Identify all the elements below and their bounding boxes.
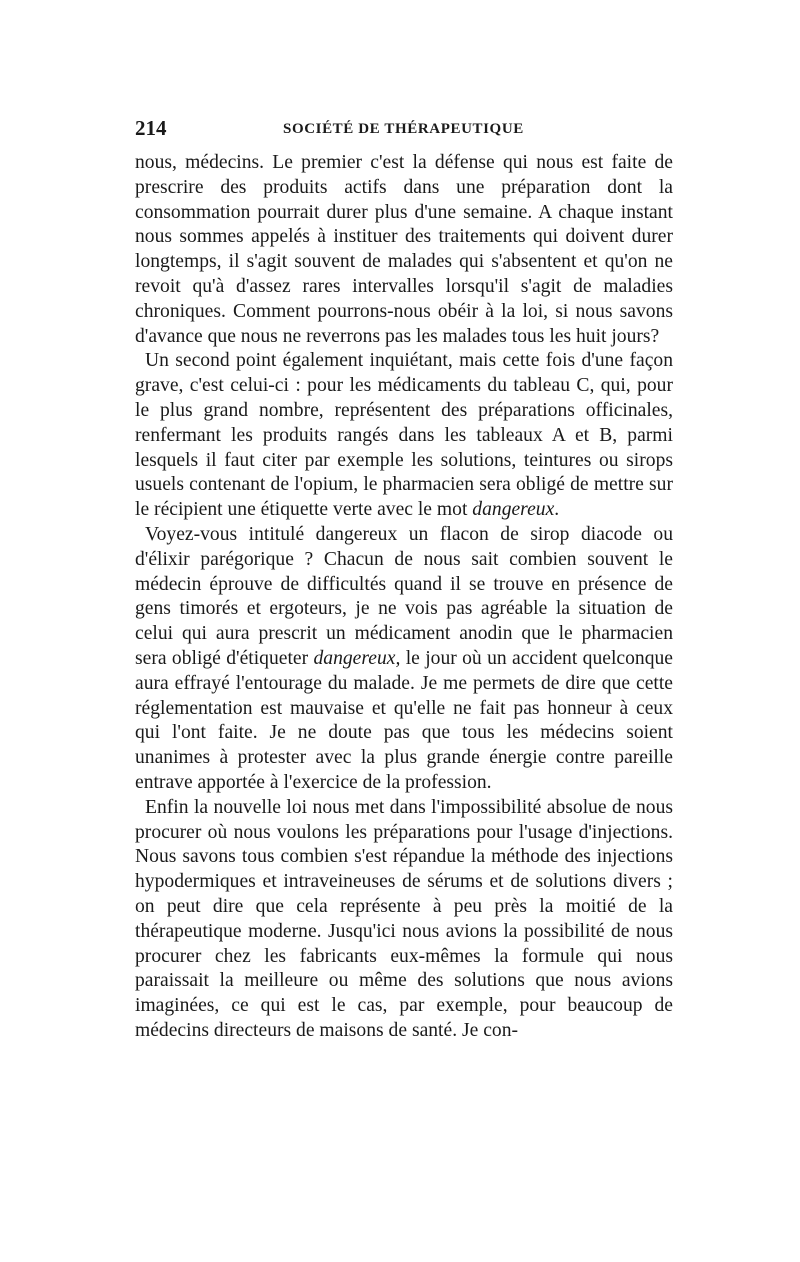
paragraph-3-emphasis: dangereux, [313,647,401,669]
paragraph-2-emphasis: dangereux [472,499,555,521]
page-header [135,115,673,141]
paragraph-2-text: Un second point également inquiétant, mais cette fois d'une façon grave, c'est celui-ci : pour les médicaments du tableau C, qui, pour le plus grand nombre, représentent des préparations officinales, renfermant les produits rangés dans les tableaux A et B, parmi lesquels il faut citer par exemple les solutions, teintures ou sirops usuels contenant de l'opium, le pharmacien sera obligé de mettre sur le récipient une étiquette verte avec le mot [135,350,673,521]
paragraph-3-text: Voyez-vous intitulé dangereux un flacon de sirop diacode ou d'élixir parégorique ? Chacun de nous sait combien souvent le médecin éprouve de difficultés quand il se trouve en présence de gens timorés et ergoteurs, je ne vois pas agréable la situation de celui qui aura prescrit un médicament anodin que le pharmacien sera obligé d'étiqueter [135,523,673,669]
paragraph-2 [135,349,673,523]
paragraph-2-text-end: . [554,499,560,521]
running-head: SOCIÉTÉ DE THÉRAPEUTIQUE [283,121,524,137]
paragraph-4: Enfin la nouvelle loi nous met dans l'impossibilité absolue de nous procurer où nous voulons les préparations pour l'usage d'injections. Nous savons tous combien s'est répandue la méthode des injections hypodermiques et intraveineuses de sérums et de solutions divers ; on peut dire que cela représente à peu près la moitié de la thérapeutique moderne. Jusqu'ici nous avions la possibilité de nous procurer chez les fabricants eux-mêmes la formule qui nous paraissait la meilleure ou même des solutions que nous avions imaginées, ce qui est le cas, par exemple, pour beaucoup de médecins directeurs de maisons de santé. Je con- [135,796,673,1041]
paragraph-3-text-end: le jour où un accident quelconque aura effrayé l'entourage du malade. Je me permets de dire que cette réglementation est mauvaise et qu'elle ne fait pas honneur à ceux qui l'ont faite. Je ne doute pas que tous les médecins soient unanimes à protester avec la plus grande énergie contre pareille entrave apportée à l'exercice de la profession. [135,647,673,793]
paragraph-1: nous, médecins. Le premier c'est la défense qui nous est faite de prescrire des produits actifs dans une préparation dont la consommation pourrait durer plus d'une semaine. A chaque instant nous sommes appelés à instituer des traitements qui doivent durer longtemps, il s'agit souvent de malades qui s'absentent et qu'on ne revoit qu'à d'assez rares intervalles lorsqu'il s'agit de maladies chroniques. Comment pourrons-nous obéir à la loi, si nous savons d'avance que nous ne reverrons pas les malades tous les huit jours? [135,152,673,347]
paragraph-3 [135,523,673,796]
page-number: 214 [135,116,167,140]
body-text [135,151,673,1044]
